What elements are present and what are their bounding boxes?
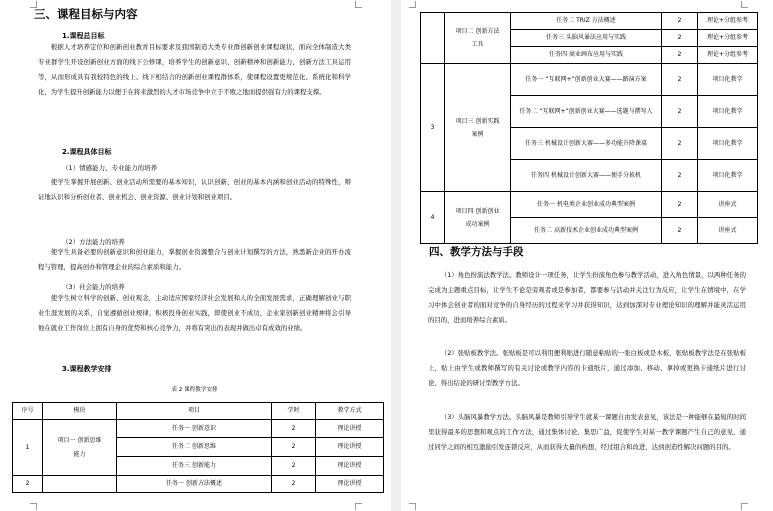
list-item-label: （1）情感能力、专业能力的培养 xyxy=(62,164,158,172)
cell-method: 理论+分组参考 xyxy=(698,47,758,64)
cell-hours: 2 xyxy=(662,13,698,30)
cell-hours: 2 xyxy=(272,457,316,476)
document-page-right xyxy=(401,0,773,511)
cell-no: 4 xyxy=(421,192,445,244)
subheading: 2.课程具体目标 xyxy=(62,148,112,156)
cell-project: 任务四 机械设计创新大赛——便手分拣机 xyxy=(511,160,662,192)
section-title: 三、课程目标与内容 xyxy=(34,7,138,21)
cell-method: 理论讲授 xyxy=(316,438,384,457)
cell-no xyxy=(421,13,445,64)
crop-mark xyxy=(355,503,362,510)
cell-project: 任务三 创新能力 xyxy=(117,457,272,476)
cell-no: 2 xyxy=(13,476,43,493)
schedule-table xyxy=(12,402,384,493)
table-row xyxy=(13,420,384,438)
cell-project: 任务一 创新方法概述 xyxy=(117,476,272,493)
cell-project: 任务二 创新思维 xyxy=(117,438,272,457)
crop-mark xyxy=(741,503,748,510)
paragraph: （3）头脑风暴教学方法。头脑风暴是教师引导学生就某一课题自由发表意见，该法是一种能够在最短的时间里获得最多的思想和观点的工作方法，通过集体讨论、集思广益，促使学生对某一教学课题产生自己的意见，通过同学之间的相互激励引发连锁反应，从而获得大量的构想，经过组合和改进，达到创造性解决问题的目的。 xyxy=(428,413,746,451)
cell-project: 任务一 机电类企业创业成功典型案例 xyxy=(511,192,662,218)
cell-hours: 2 xyxy=(272,476,316,493)
table-header-row xyxy=(13,403,384,420)
cell-hours: 2 xyxy=(662,47,698,64)
page-gap xyxy=(391,0,401,511)
paragraph: 根据人才培养定位和创新创业教育目标要求及我国制造大类专业群创新创业课程现状，面向全体制造大类专业群学生开设创新创业方面的线下公修课，培养学生的创新意识、创新精神和创新能力，创新方法工具运用等，从而形成具有我校特色的线上、线下相结合的创新创业课程群体系，使课程设置更规范化、系统化和科学化，为学生提升创新能力以便于在将来激烈的人才市场竞争中立于不败之地而提供强有力的课程支撑。 xyxy=(38,43,351,96)
table-row xyxy=(421,192,758,218)
cell-hours: 2 xyxy=(662,160,698,192)
crop-mark xyxy=(355,1,362,8)
cell-method: 理论+分组参考 xyxy=(698,30,758,47)
list-item-label: （2）方法能力的培养 xyxy=(62,238,125,246)
cell-hours: 2 xyxy=(662,192,698,218)
cell-method: 理论+分组参考 xyxy=(698,13,758,30)
cell-module: 项目四 创新创业成功案例 xyxy=(445,192,511,244)
paragraph: （1）角色扮演法教学法。教师设计一项任务，让学生扮演角色参与教学活动，进入角色情景，以两种任务的完成为主题重点目标，让学生不论是旁观者或是参加者，都要参与活动并关注行为反应，让学生在情境中，在学习中体会创业者的面对竞争的自身经历的过程来学习并获得知识，达到加深对专业理论知识的理解并能灵活运用的目的，进而培养综合素质。 xyxy=(428,271,746,324)
header-cell: 教学方式 xyxy=(316,403,384,420)
cell-no: 1 xyxy=(13,420,43,476)
schedule-table-continued xyxy=(420,12,758,244)
header-cell: 学时 xyxy=(272,403,316,420)
crop-mark xyxy=(741,1,748,8)
list-item-label: （3）社会能力的培养 xyxy=(62,283,125,291)
cell-method: 项目化教学 xyxy=(698,160,758,192)
subheading: 1.课程总目标 xyxy=(62,32,105,40)
cell-project: 任务四 商业画布应用与实践 xyxy=(511,47,662,64)
cell-method: 讲座式 xyxy=(698,218,758,244)
cell-hours: 2 xyxy=(662,64,698,96)
cell-method: 理论讲授 xyxy=(316,420,384,438)
cell-module: 项目二 创新方法工具 xyxy=(445,13,511,64)
cell-no: 3 xyxy=(421,64,445,192)
paragraph: 使学生具备必要的创新意识和创业能力，掌握创业资源整合与创业计划撰写的方法，熟悉新企业的开办流程与管理，提高创办和管理企业的综合素质和能力。 xyxy=(38,248,351,271)
cell-hours: 2 xyxy=(662,128,698,160)
cell-module: 项目一 创新思维能力 xyxy=(43,420,117,476)
cell-method: 理论讲授 xyxy=(316,476,384,493)
crop-mark xyxy=(30,503,37,510)
cell-hours: 2 xyxy=(662,96,698,128)
table-row xyxy=(421,13,758,30)
cell-method: 理论讲授 xyxy=(316,457,384,476)
crop-mark xyxy=(409,503,416,510)
cell-module xyxy=(43,476,117,493)
table-row xyxy=(421,64,758,96)
cell-module: 项目三 创新实践案例 xyxy=(445,64,511,192)
cell-hours: 2 xyxy=(662,30,698,47)
cell-method: 项目化教学 xyxy=(698,128,758,160)
header-cell: 序号 xyxy=(13,403,43,420)
paragraph: （2）张贴板教学法。张贴板是可以利用便利贴进行随意粘贴的一张白板或是木板，张贴板教学法是在张贴板上，贴上由学生或教师撰写的有关讨论或教学内容的卡通纸片，通过添加、移动、拿掉或更换卡通纸片进行讨论、得出结论的研讨型教学方法。 xyxy=(428,349,746,387)
paragraph: 使学生掌握开展创新、创业活动所需要的基本知识，认识创新、创业的基本内涵和创业活动的特殊性，辩证地认识和分析创业者、创业机会、创业资源、创业计划和创业项目。 xyxy=(38,178,351,201)
cell-method: 项目化教学 xyxy=(698,64,758,96)
cell-method: 项目化教学 xyxy=(698,96,758,128)
subheading: 3.课程教学安排 xyxy=(62,365,112,373)
cell-project: 任务三 机械设计创新大赛——多功能升降课桌 xyxy=(511,128,662,160)
cell-hours: 2 xyxy=(272,438,316,457)
cell-method: 讲座式 xyxy=(698,192,758,218)
cell-project: 任务三 头脑风暴法应用与实践 xyxy=(511,30,662,47)
header-cell: 项目 xyxy=(117,403,272,420)
cell-project: 任务二 “互联网+”创新创业大赛——选题与撰写人 xyxy=(511,96,662,128)
cell-project: 任务二 高新技术企业创业成功典型案例 xyxy=(511,218,662,244)
paragraph: 使学生树立科学的创新、创业观念，主动适应国家经济社会发展和人的全面发展需求，正确理解创业与职业生涯发展的关系，自觉遵循创业规律，积极投身创业实践，即使创业不成功，企业家创新创业精神将会引导他在就业工作岗位上拥有自身的优势和核心竞争力，并将有突出的表现并做出卓有成效的业绩。 xyxy=(38,294,351,332)
crop-mark xyxy=(409,1,416,8)
cell-project: 任务二 TRIZ 方法概述 xyxy=(511,13,662,30)
table-caption: 表 2 课程教学安排 xyxy=(171,387,218,393)
cell-hours: 2 xyxy=(662,218,698,244)
table-row xyxy=(13,476,384,493)
header-cell: 模块 xyxy=(43,403,117,420)
section-title: 四、教学方法与手段 xyxy=(429,246,524,258)
cell-project: 任务一 创新意识 xyxy=(117,420,272,438)
cell-hours: 2 xyxy=(272,420,316,438)
cell-project: 任务一 “互联网+”创新创业大赛——路演方案 xyxy=(511,64,662,96)
